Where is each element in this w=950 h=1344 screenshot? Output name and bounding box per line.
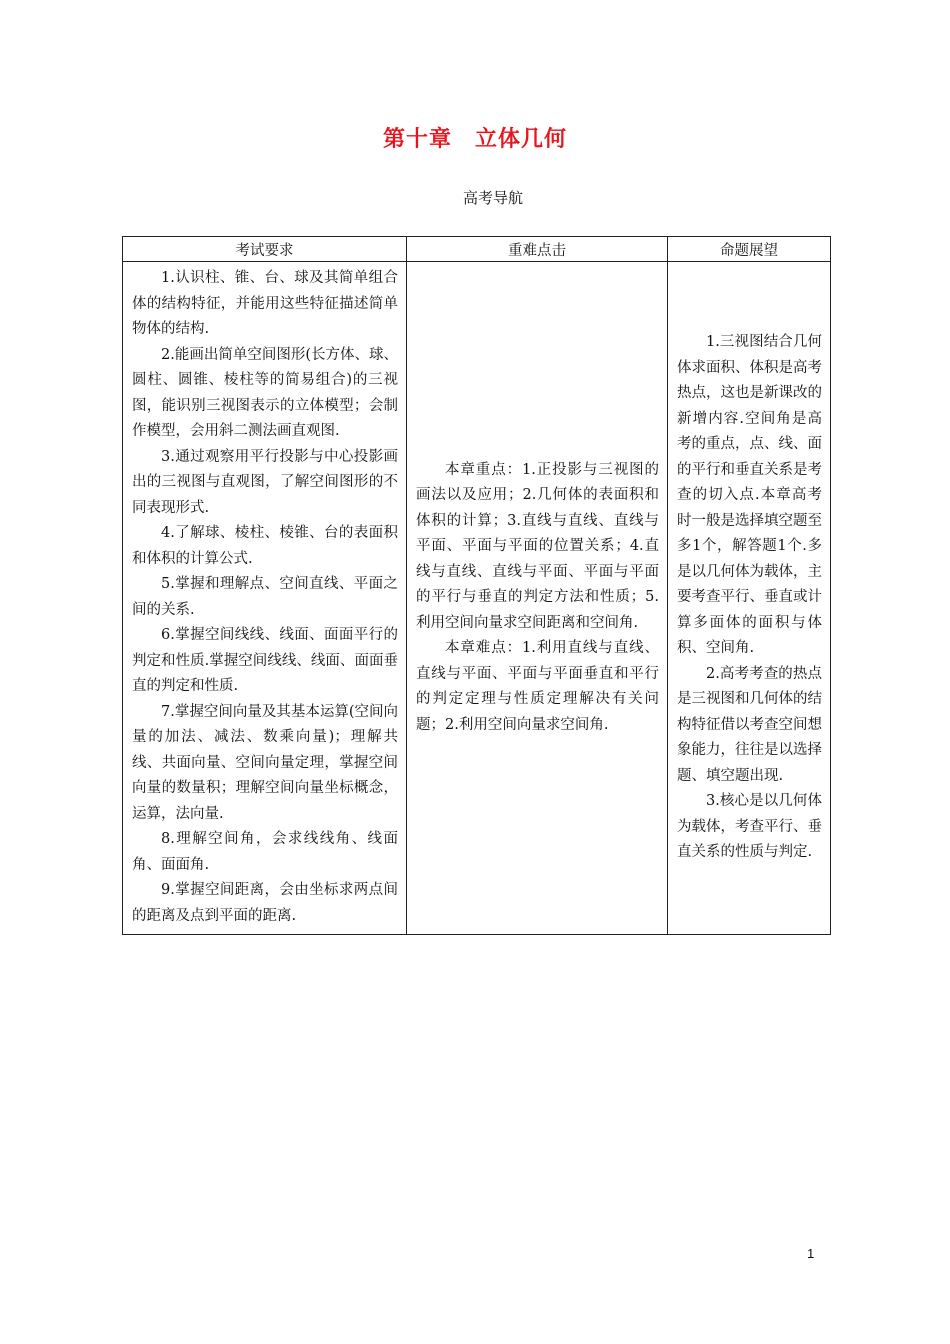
requirement-item: 4.了解球、棱柱、棱锥、台的表面积和体积的计算公式.: [132, 525, 398, 567]
header-exam-requirements: 考试要求: [123, 237, 407, 262]
exam-guide-table: [122, 236, 831, 935]
header-key-difficulties: 重难点击: [407, 237, 668, 262]
table-row: [123, 262, 831, 935]
requirement-item: 1.认识柱、锥、台、球及其简单组合体的结构特征，并能用这些特征描述简单物体的结构.: [132, 270, 398, 337]
requirement-item: 5.掌握和理解点、空间直线、平面之间的关系.: [132, 576, 398, 618]
outlook-item: 2.高考考查的热点是三视图和几何体的结构特征借以考查空间想象能力，往往是以选择题、填空题出现.: [677, 665, 822, 784]
requirement-item: 7.掌握空间向量及其基本运算(空间向量的加法、减法、数乘向量)；理解共线、共面向量、空间向量定理，掌握空间向量的数量积；理解空间向量坐标概念，运算，法向量.: [132, 703, 398, 822]
requirement-item: 2.能画出简单空间图形(长方体、球、圆柱、圆锥、棱柱等的简易组合)的三视图，能识别三视图表示的立体模型；会制作模型，会用斜二测法画直观图.: [132, 346, 398, 439]
requirements-cell: [123, 262, 407, 935]
key-points-cell: [407, 262, 668, 935]
chapter-title: 第十章 立体几何: [382, 127, 567, 152]
requirement-item: 3.通过观察用平行投影与中心投影画出的三视图与直观图，了解空间图形的不同表现形式.: [132, 448, 398, 516]
section-subtitle: 高考导航: [462, 189, 523, 207]
key-points-paragraph: 本章重点：1.正投影与三视图的画法以及应用；2.几何体的表面积和体积的计算；3.直线与直线、直线与平面、平面与平面的位置关系；4.直线与直线、直线与平面、平面与平面的平行与垂直的判定方法和性质；5.利用空间向量求空间距离和空间角.: [416, 461, 659, 631]
requirement-item: 8.理解空间角，会求线线角、线面角、面面角.: [132, 831, 398, 873]
table-header-row: [123, 237, 831, 262]
outlook-cell: [668, 262, 831, 935]
outlook-item: 3.核心是以几何体为载体，考查平行、垂直关系的性质与判定.: [677, 793, 822, 861]
outlook-item: 1.三视图结合几何体求面积、体积是高考热点，这也是新课改的新增内容.空间角是高考的重点，点、线、面的平行和垂直关系是考查的切入点.本章高考时一般是选择填空题至多1个，解答题1个.多是以几何体为载体，主要考查平行、垂直或计算多面体的面积与体积、空间角.: [677, 334, 822, 657]
requirement-item: 9.掌握空间距离，会由坐标求两点间的距离及点到平面的距离.: [132, 882, 398, 924]
difficulties-paragraph: 本章难点：1.利用直线与直线、直线与平面、平面与平面垂直和平行的判定定理与性质定理解决有关问题；2.利用空间向量求空间角.: [416, 640, 659, 733]
requirement-item: 6.掌握空间线线、线面、面面平行的判定和性质.掌握空间线线、线面、面面垂直的判定和性质.: [132, 627, 398, 694]
header-outlook: 命题展望: [668, 237, 831, 262]
page-number: 1: [807, 1246, 815, 1261]
